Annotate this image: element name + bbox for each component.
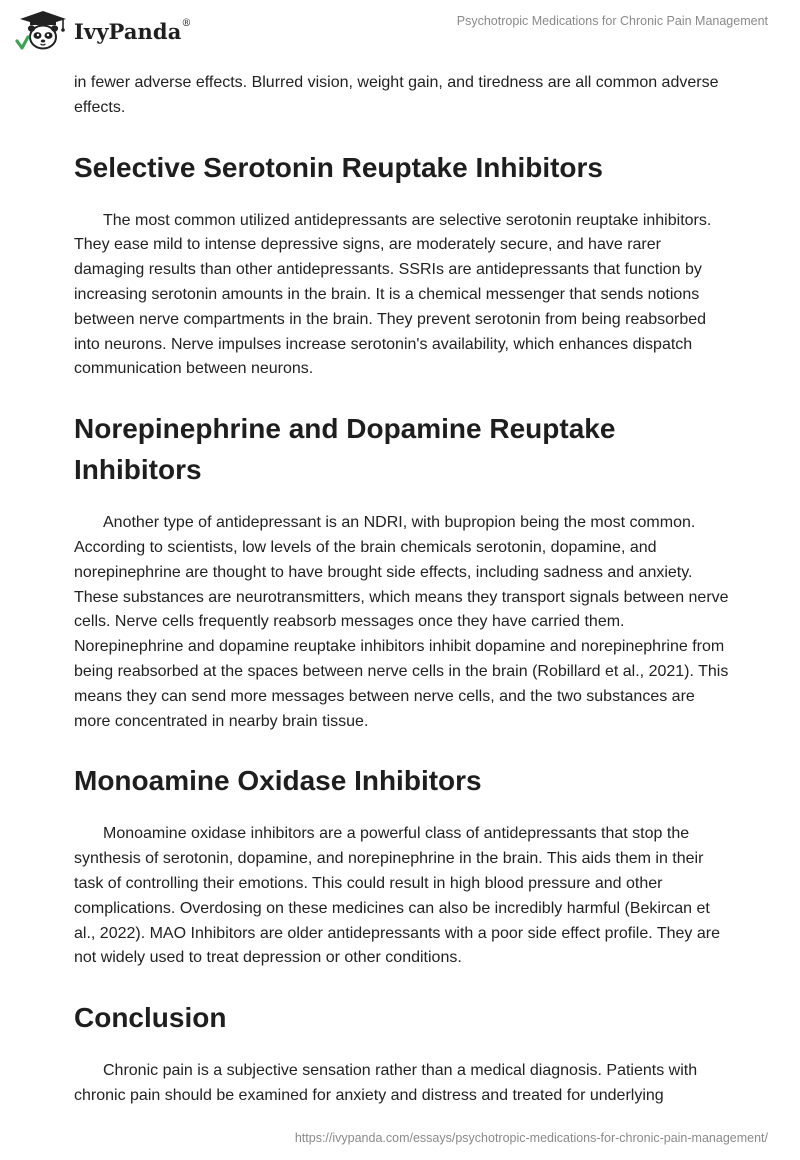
- section-heading-conclusion: Conclusion: [74, 1002, 227, 1034]
- section-paragraph-maoi: Monoamine oxidase inhibitors are a powerful class of antidepressants that stop the synthesis of serotonin, dopamine, and norepinephrine in the brain. This aids them in their task of controlling their emotions. This could result in high blood pressure and other complications. Overdosing on these medicines can also be incredibly harmful (Bekircan et al., 2022). MAO Inhibitors are older antidepressants with a poor side effect profile. They are not widely used to treat depression or other conditions.: [74, 825, 720, 967]
- section-paragraph-ssri: The most common utilized antidepressants are selective serotonin reuptake inhibitors. They ease mild to intense depressive signs, are moderately secure, and have rarer damaging results than other antidepressants. SSRIs are antidepressants that function by increasing serotonin amounts in the brain. It is a chemical messenger that sends notions between nerve compartments in the brain. They prevent serotonin from being reabsorbed into neurons. Nerve impulses increase serotonin's availability, which enhances dispatch communication between neurons.: [74, 211, 712, 378]
- section-heading-ssri: Selective Serotonin Reuptake Inhibitors: [74, 151, 604, 183]
- section-paragraph-conclusion: Chronic pain is a subjective sensation rather than a medical diagnosis. Patients with chronic pain should be examined for anxiety and distress and treated for underlying: [74, 1062, 698, 1104]
- section-heading-maoi: Monoamine Oxidase Inhibitors: [74, 765, 482, 797]
- section-heading-ndri: Norepinephrine and Dopamine Reuptake Inhibitors: [74, 413, 616, 486]
- ivypanda-logo[interactable]: [14, 10, 192, 52]
- brand-name: IvyPanda®: [74, 17, 192, 44]
- panda-graduate-icon: [14, 10, 72, 52]
- page-header: [0, 0, 800, 60]
- essay-content: [74, 71, 734, 1109]
- intro-paragraph: in fewer adverse effects. Blurred vision, weight gain, and tiredness are all common adverse effects.: [74, 74, 719, 116]
- footer-url-link[interactable]: https://ivypanda.com/essays/psychotropic-medications-for-chronic-pain-management/: [294, 1131, 768, 1145]
- document-title: Psychotropic Medications for Chronic Pain Management: [456, 14, 768, 28]
- section-paragraph-ndri: Another type of antidepressant is an NDRI, with bupropion being the most common. According to scientists, low levels of the brain chemicals serotonin, dopamine, and norepinephrine are thought to have brought side effects, including sadness and anxiety. These substances are neurotransmitters, which means they transport signals between nerve cells. Nerve cells frequently reabsorb messages once they have carried them. Norepinephrine and dopamine reuptake inhibitors inhibit dopamine and norepinephrine from being reabsorbed at the spaces between nerve cells in the brain (Robillard et al., 2021). This means they can send more messages between nerve cells, and the two substances are more concentrated in nearby brain tissue.: [74, 514, 729, 730]
